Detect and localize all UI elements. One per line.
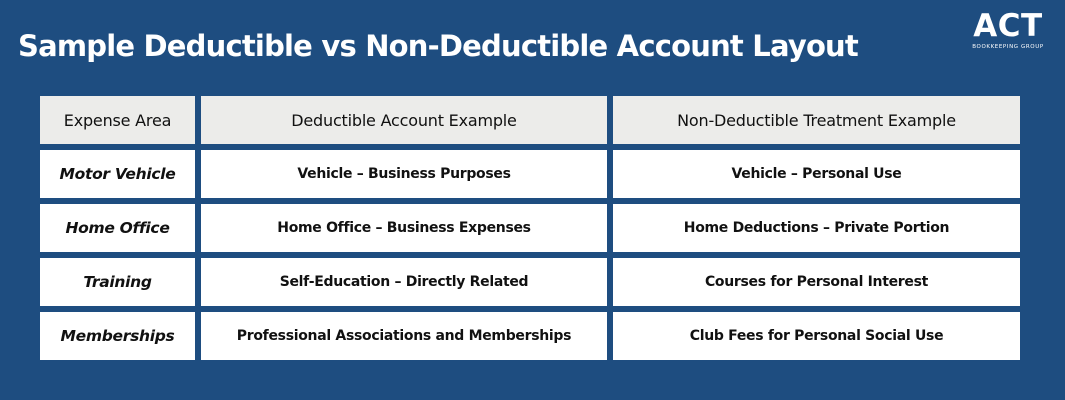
expense-table	[37, 93, 1029, 363]
row-home-office-area: Home Office	[37, 201, 198, 255]
row-memberships-non-deductible: Club Fees for Personal Social Use	[610, 309, 1023, 363]
row-memberships-area: Memberships	[37, 309, 198, 363]
header-expense-area: Expense Area	[37, 93, 198, 147]
header-non-deductible-example: Non-Deductible Treatment Example	[610, 93, 1023, 147]
row-home-office-deductible: Home Office – Business Expenses	[198, 201, 610, 255]
row-home-office-non-deductible: Home Deductions – Private Portion	[610, 201, 1023, 255]
page-title: Sample Deductible vs Non-Deductible Account Layout	[18, 29, 858, 63]
row-training-non-deductible: Courses for Personal Interest	[610, 255, 1023, 309]
row-training-area: Training	[37, 255, 198, 309]
row-memberships-deductible: Professional Associations and Memberships	[198, 309, 610, 363]
logo-tagline: BOOKKEEPING GROUP	[972, 44, 1044, 50]
act-logo	[962, 10, 1054, 51]
row-motor-vehicle-deductible: Vehicle – Business Purposes	[198, 147, 610, 201]
row-motor-vehicle-non-deductible: Vehicle – Personal Use	[610, 147, 1023, 201]
logo-wordmark: ACT	[973, 8, 1043, 44]
header-deductible-example: Deductible Account Example	[198, 93, 610, 147]
row-training-deductible: Self-Education – Directly Related	[198, 255, 610, 309]
row-motor-vehicle-area: Motor Vehicle	[37, 147, 198, 201]
